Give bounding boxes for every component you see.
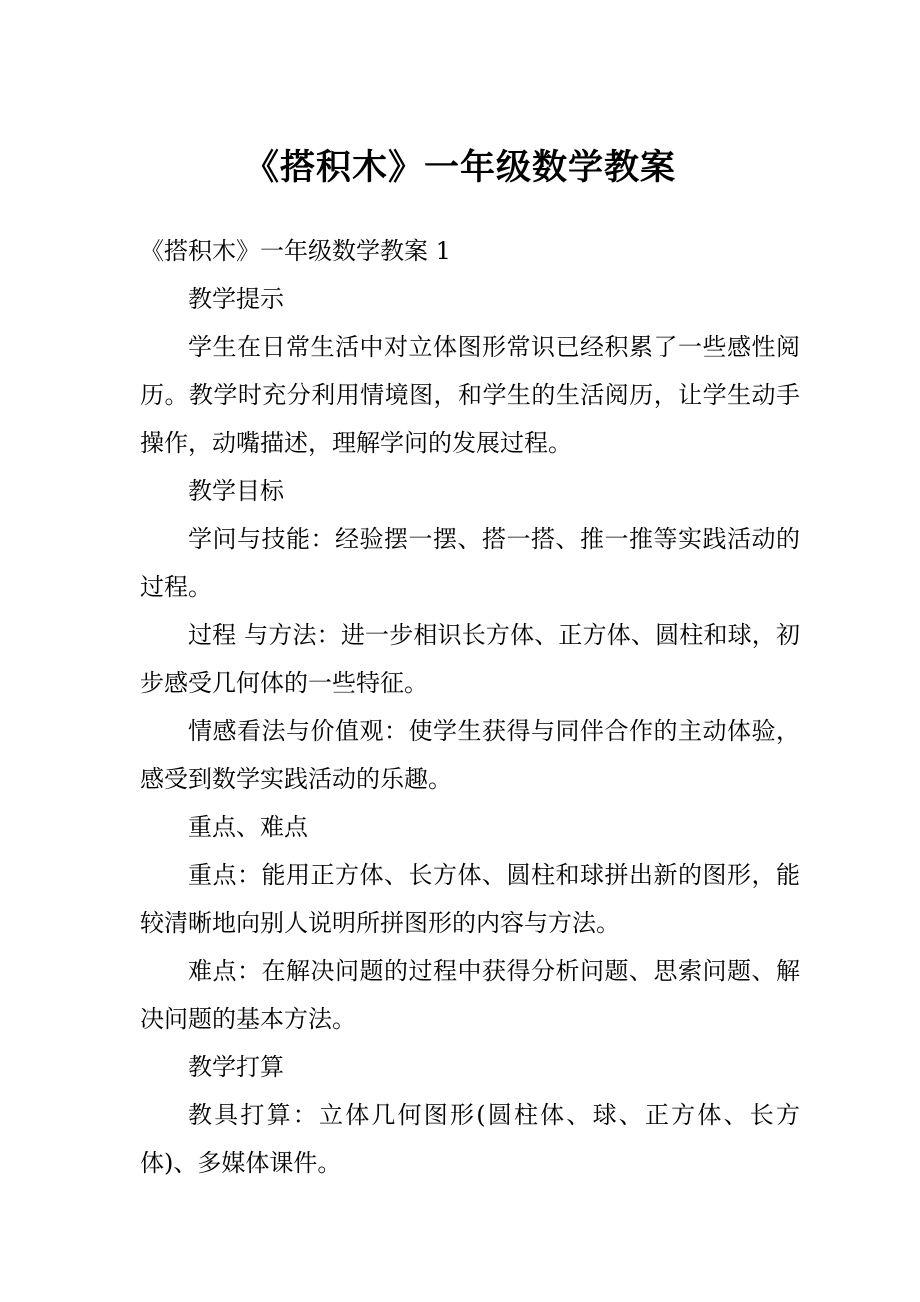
section-heading: 《搭积木》一年级数学教案 1 (140, 237, 451, 265)
heading-teaching-goals: 教学目标 (188, 477, 284, 505)
heading-key-points: 重点、难点 (188, 813, 308, 841)
document-title: 《搭积木》一年级数学教案 (243, 147, 676, 188)
heading-teaching-preparation: 教学打算 (188, 1053, 284, 1081)
paragraph-teaching-aids: 教具打算：立体几何图形(圆柱体、球、正方体、长方体)、多媒体课件。 (140, 1101, 800, 1177)
paragraph-key-point: 重点：能用正方体、长方体、圆柱和球拼出新的图形，能较清晰地向别人说明所拼图形的内容与方法。 (140, 861, 800, 937)
paragraph-knowledge-skills: 学问与技能：经验摆一摆、搭一搭、推一推等实践活动的过程。 (140, 525, 800, 601)
paragraph-process-methods: 过程 与方法：进一步相识长方体、正方体、圆柱和球，初步感受几何体的一些特征。 (140, 621, 800, 697)
heading-teaching-tips: 教学提示 (188, 285, 284, 313)
paragraph-teaching-tips: 学生在日常生活中对立体图形常识已经积累了一些感性阅历。教学时充分利用情境图，和学生的生活阅历，让学生动手操作，动嘴描述，理解学问的发展过程。 (140, 333, 800, 457)
paragraph-difficulty: 难点：在解决问题的过程中获得分析问题、思索问题、解决问题的基本方法。 (140, 957, 800, 1033)
paragraph-emotion-values: 情感看法与价值观：使学生获得与同伴合作的主动体验，感受到数学实践活动的乐趣。 (140, 717, 800, 793)
